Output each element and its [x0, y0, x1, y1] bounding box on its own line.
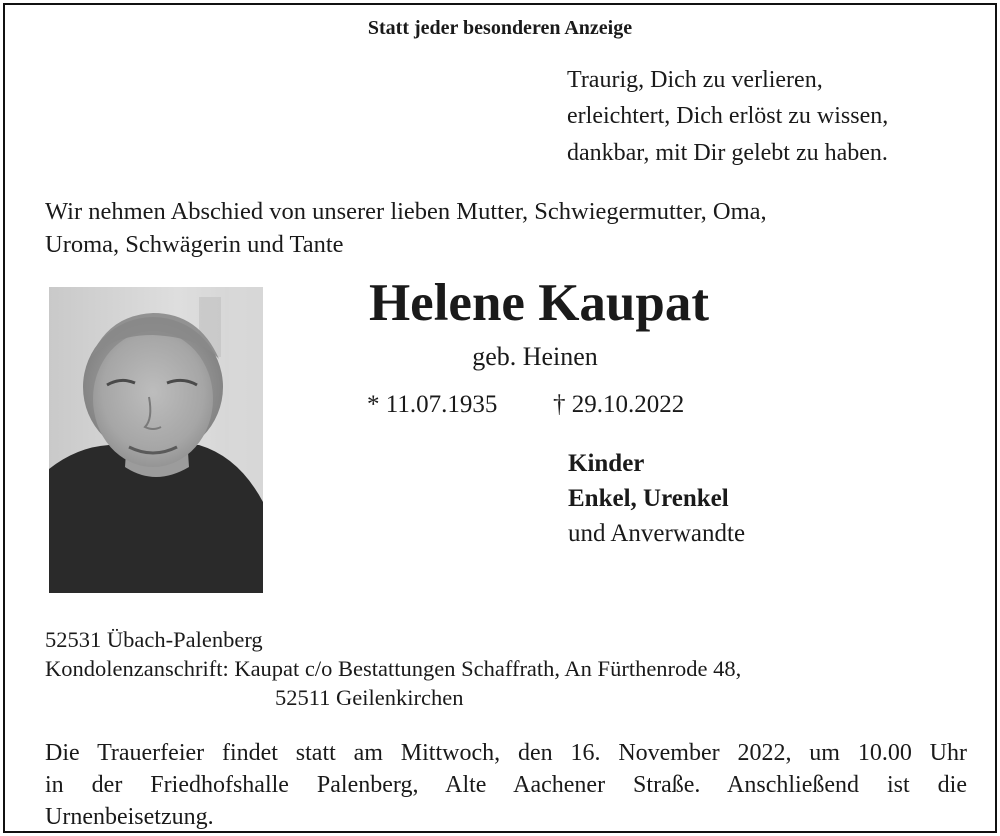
ceremony-line-3: Urnenbeisetzung. [45, 804, 214, 830]
intro-line-1: Wir nehmen Abschied von unserer lieben Mutter, Schwiegermutter, Oma, [45, 198, 767, 225]
survivors-line-3: und Anverwandte [568, 520, 746, 547]
poem-line-2: erleichtert, Dich erlöst zu wissen, [567, 103, 889, 129]
ceremony-line-2: in der Friedhofshalle Palenberg, Alte Aachener Straße. Anschließend ist die [45, 772, 967, 798]
portrait-photo [49, 287, 263, 593]
poem-line-3: dankbar, mit Dir gelebt zu haben. [567, 140, 888, 166]
ceremony-line-1: Die Trauerfeier findet statt am Mittwoch, den 16. November 2022, um 10.00 Uhr [45, 740, 967, 766]
birth-date: * 11.07.1935 [367, 391, 498, 418]
death-date: † 29.10.2022 [553, 391, 685, 418]
poem-line-1: Traurig, Dich zu verlieren, [567, 67, 823, 93]
residence-place: 52531 Übach-Palenberg [45, 627, 263, 652]
survivors-line-1: Kinder [568, 450, 645, 477]
intro-line-2: Uroma, Schwägerin und Tante [45, 231, 344, 258]
survivors-line-2: Enkel, Urenkel [568, 485, 729, 512]
header-title: Statt jeder besonderen Anzeige [367, 17, 633, 39]
maiden-name: geb. Heinen [472, 342, 598, 371]
condolence-address: Kondolenzanschrift: Kaupat c/o Bestattungen Schaffrath, An Fürthenrode 48, [45, 656, 742, 681]
obituary-notice [3, 3, 997, 833]
portrait-illustration [49, 287, 263, 593]
deceased-name: Helene Kaupat [368, 274, 710, 332]
ceremony-text [45, 737, 967, 833]
condolence-city: 52511 Geilenkirchen [275, 685, 464, 710]
